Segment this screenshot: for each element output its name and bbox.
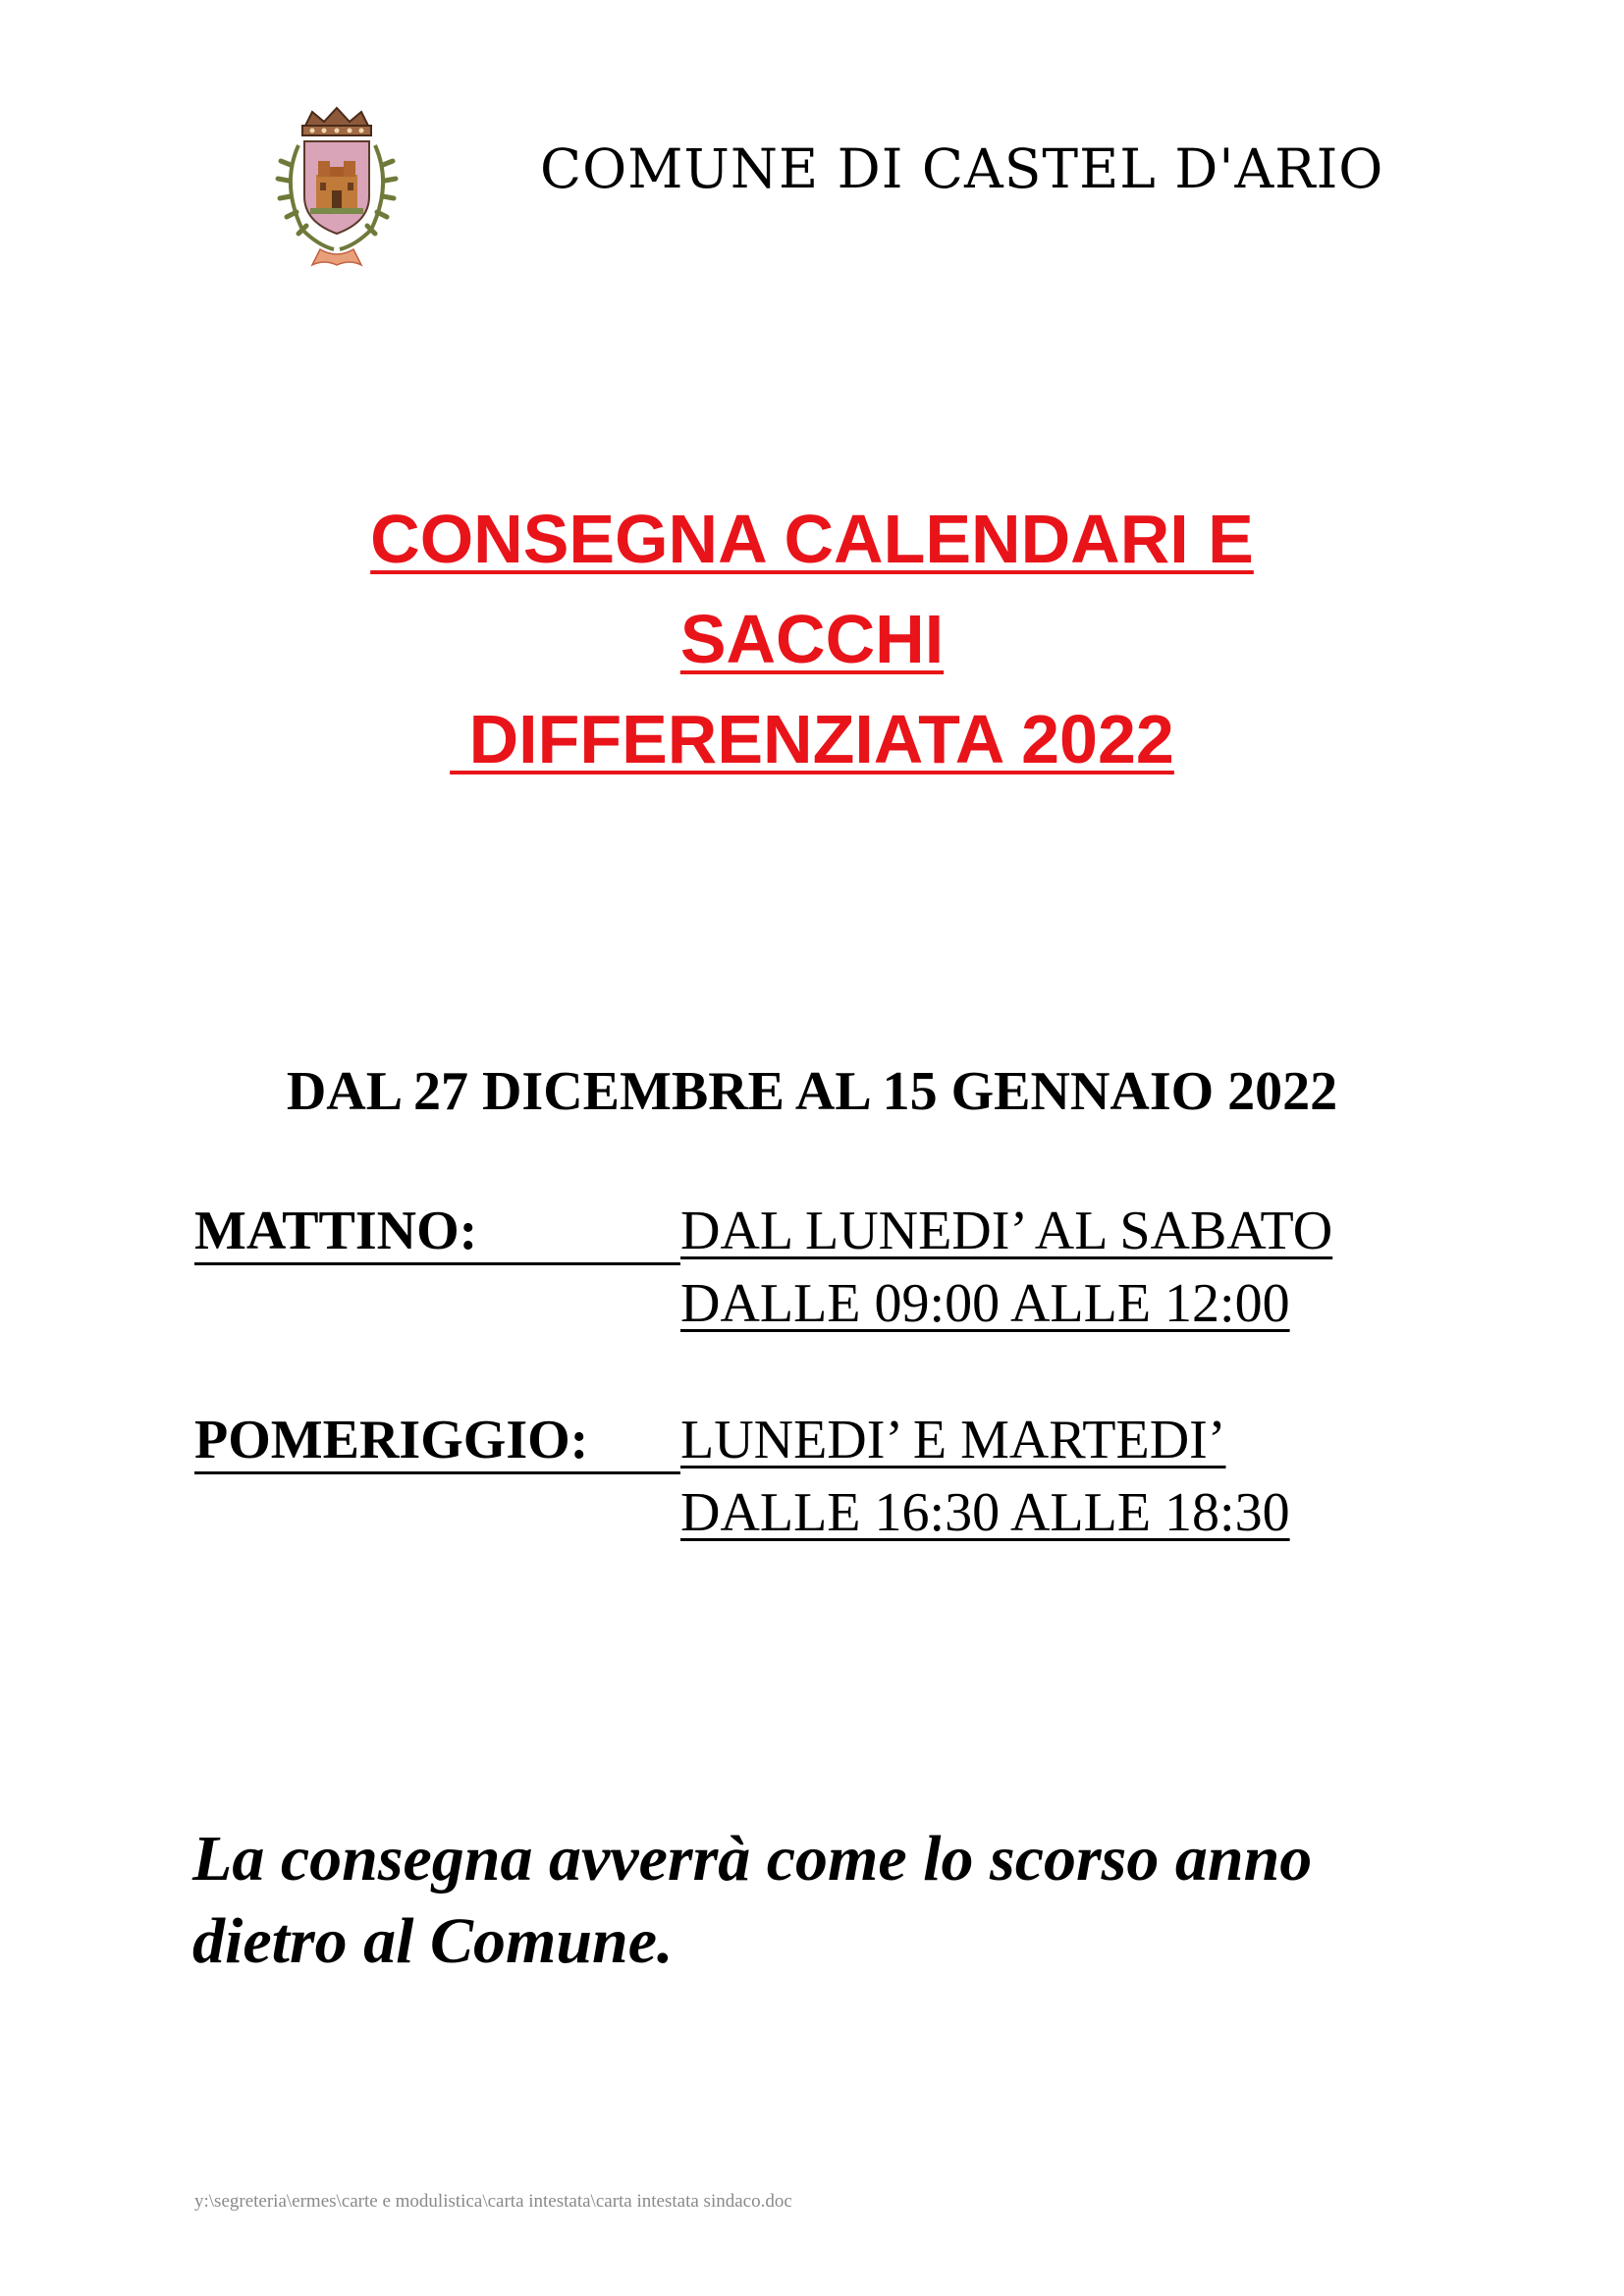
afternoon-label: POMERIGGIO:	[194, 1410, 589, 1470]
title-line-1: CONSEGNA CALENDARI E	[370, 501, 1254, 577]
morning-hours: DALLE 09:00 ALLE 12:00	[680, 1273, 1290, 1334]
coat-of-arms-icon	[263, 106, 410, 273]
morning-label-underline	[194, 1262, 680, 1265]
title-line-2: SACCHI	[679, 601, 945, 677]
municipality-name: COMUNE DI CASTEL D'ARIO	[540, 137, 1384, 200]
afternoon-days: LUNEDI’ E MARTEDI’	[680, 1410, 1226, 1470]
afternoon-label-underline	[194, 1471, 680, 1474]
title-line-3: DIFFERENZIATA 2022	[450, 701, 1174, 777]
delivery-note	[192, 1818, 1469, 1983]
afternoon-hours: DALLE 16:30 ALLE 18:30	[680, 1482, 1290, 1543]
notice-title	[0, 489, 1624, 789]
delivery-period: DAL 27 DICEMBRE AL 15 GENNAIO 2022	[286, 1061, 1338, 1122]
note-line-2: dietro al Comune.	[192, 1905, 674, 1977]
note-line-1: La consegna avverrà come lo scorso anno	[192, 1823, 1313, 1895]
morning-label: MATTINO:	[194, 1201, 478, 1261]
file-path-footer: y:\segreteria\ermes\carte e modulistica\carta intestata\carta intestata sindaco.doc	[194, 2191, 792, 2212]
morning-days: DAL LUNEDI’ AL SABATO	[680, 1201, 1333, 1261]
